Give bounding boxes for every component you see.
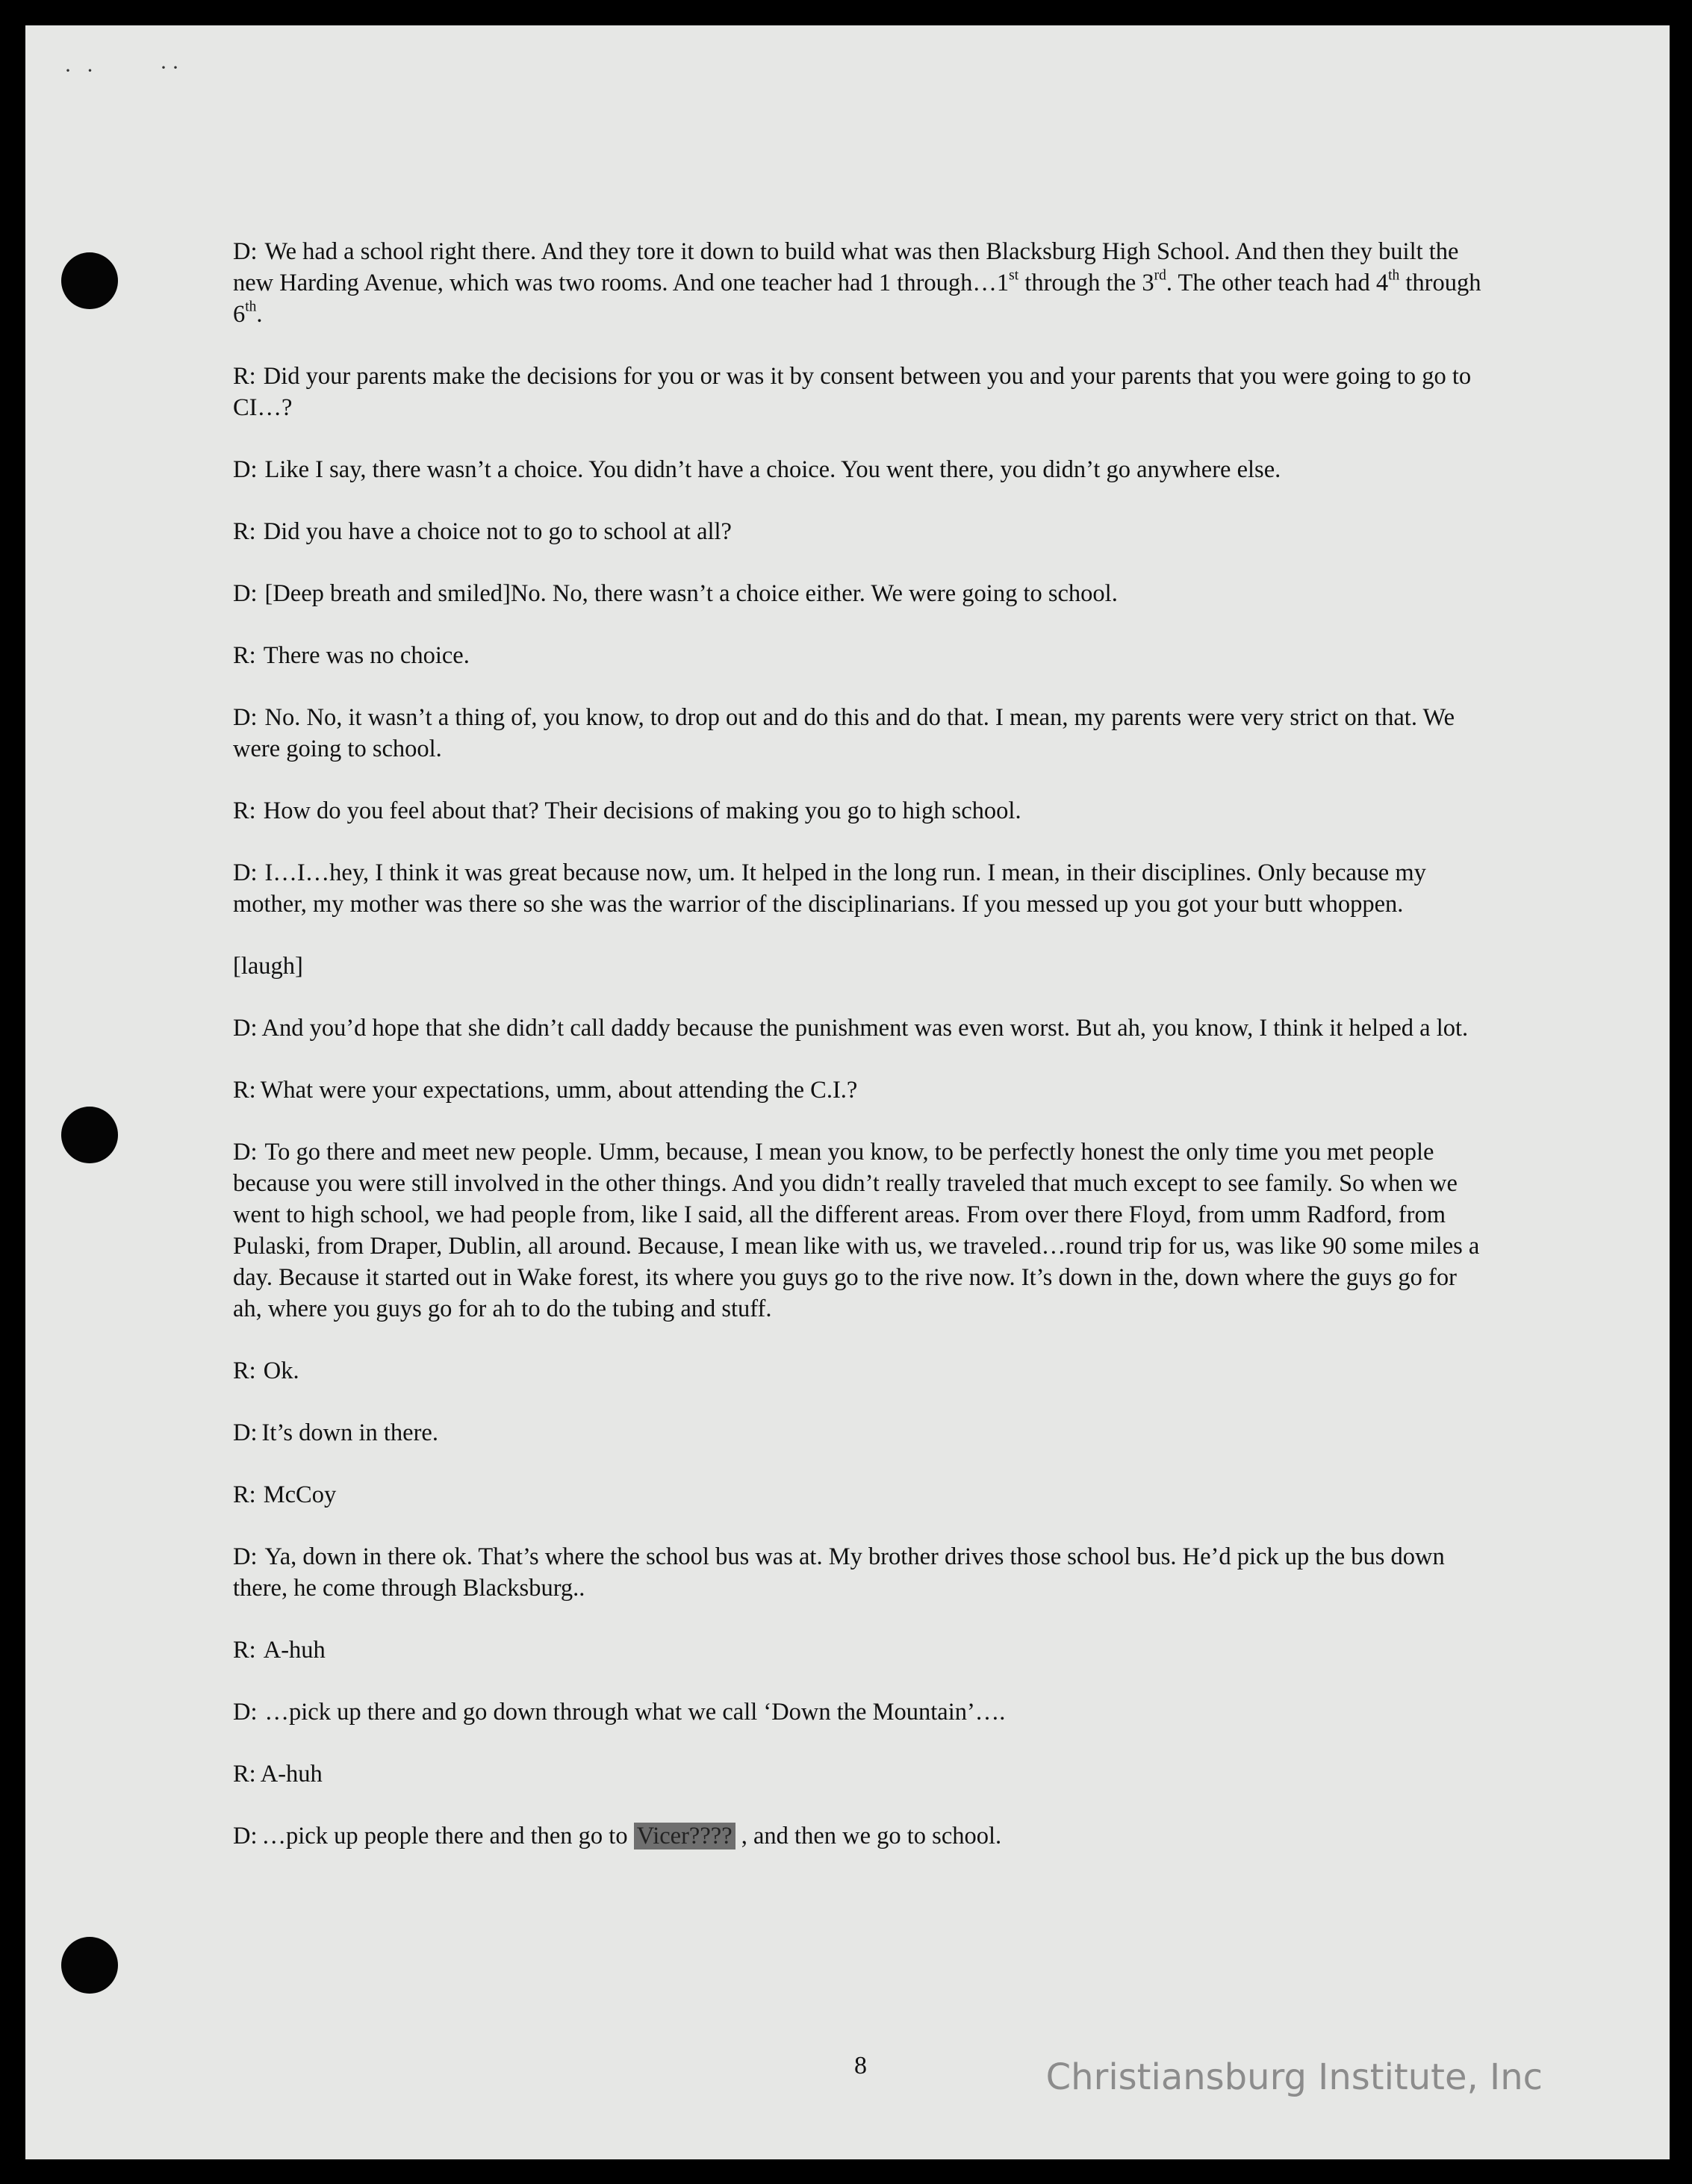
line-text: [laugh] <box>233 953 303 980</box>
transcript-line <box>233 857 1487 920</box>
watermark: Christiansburg Institute, Inc <box>1045 2056 1543 2098</box>
speaker-label: D: <box>233 456 258 483</box>
speaker-label: R: <box>233 363 256 390</box>
speaker-label: D: <box>233 1015 258 1042</box>
transcript-line <box>233 516 1487 547</box>
transcript-line <box>233 578 1487 609</box>
speaker-label: D: <box>233 1699 258 1726</box>
page-number: 8 <box>854 2052 867 2079</box>
line-text: A-huh <box>260 1761 323 1788</box>
speaker-label: D: <box>233 1419 258 1446</box>
line-text: It’s down in there. <box>261 1419 438 1446</box>
speaker-label: D: <box>233 1543 258 1570</box>
line-text: McCoy <box>263 1481 337 1508</box>
transcript-line <box>233 454 1487 485</box>
line-text: , and then we go to school. <box>735 1823 1002 1849</box>
line-text: Ya, down in there ok. That’s where the school bus was at. My brother drives those school bus. He’d pick up the bus down there, he come through Blacksburg.. <box>233 1543 1445 1602</box>
paper-specks: ·· <box>160 55 184 80</box>
transcript-line <box>233 1634 1487 1666</box>
stage-direction <box>233 951 1487 982</box>
line-text: …pick up there and go down through what we call ‘Down the Mountain’…. <box>264 1699 1006 1726</box>
paper-specks: · · <box>64 58 99 83</box>
transcript-line <box>233 640 1487 671</box>
transcript-line <box>233 1820 1487 1852</box>
transcript-line <box>233 1417 1487 1449</box>
transcript-line <box>233 1696 1487 1728</box>
transcript-line <box>233 702 1487 765</box>
line-text: There was no choice. <box>263 642 470 669</box>
line-text: And you’d hope that she didn’t call daddy because the punishment was even worst. But ah, you know, I think it helped a lot. <box>261 1015 1469 1042</box>
line-text: What were your expectations, umm, about attending the C.I.? <box>260 1077 858 1104</box>
line-text: How do you feel about that? Their decisions of making you go to high school. <box>263 797 1021 824</box>
punch-hole-bottom <box>61 1937 118 1994</box>
transcript-line <box>233 1012 1487 1044</box>
line-text: I…I…hey, I think it was great because now, um. It helped in the long run. I mean, in their disciplines. Only because my mother, my mother was there so she was the warrior of the disciplinarians. If you messed up you got your butt whoppen. <box>233 859 1426 918</box>
transcript-line <box>233 1479 1487 1511</box>
speaker-label: D: <box>233 580 258 607</box>
speaker-label: R: <box>233 1481 256 1508</box>
speaker-label: D: <box>233 1139 258 1166</box>
speaker-label: D: <box>233 859 258 886</box>
transcript-line <box>233 361 1487 423</box>
speaker-label: R: <box>233 1761 256 1788</box>
line-text: No. No, it wasn’t a thing of, you know, to drop out and do this and do that. I mean, my parents were very strict on that. We were going to school. <box>233 704 1455 762</box>
document-page <box>25 25 1670 2159</box>
speaker-label: R: <box>233 642 256 669</box>
speaker-label: R: <box>233 518 256 545</box>
punch-hole-middle <box>61 1107 118 1163</box>
line-text: Did your parents make the decisions for you or was it by consent between you and your parents that you were going to go to CI…? <box>233 363 1472 421</box>
speaker-label: D: <box>233 1823 258 1849</box>
speaker-label: R: <box>233 1077 256 1104</box>
line-text: Like I say, there wasn’t a choice. You didn’t have a choice. You went there, you didn’t go anywhere else. <box>264 456 1281 483</box>
line-text: …pick up people there and then go to <box>261 1823 634 1849</box>
speaker-label: D: <box>233 704 258 731</box>
transcript-line: D: We had a school right there. And they tore it down to build what was then Blacksburg High School. And then they built the new Harding Avenue, which was two rooms. And one teacher had 1 through…1st through the 3rd. The other teach had 4th through 6th. <box>233 238 1481 328</box>
line-text: Did you have a choice not to go to school at all? <box>263 518 732 545</box>
transcript-line <box>233 1758 1487 1790</box>
speaker-label: R: <box>233 1357 256 1384</box>
transcript-line <box>233 1541 1487 1604</box>
line-text: To go there and meet new people. Umm, because, I mean you know, to be perfectly honest the only time you met people because you were still involved in the other things. And you didn’t really traveled that much except to see family. So when we went to high school, we had people from, like I said, all the different areas. From over there Floyd, from umm Radford, from Pulaski, from Draper, Dublin, all around. Because, I mean like with us, we traveled…round trip for us, was like 90 some miles a day. Because it started out in Wake forest, its where you guys go to the rive now. It’s down in the, down where the guys go for ah, where you guys go for ah to do the tubing and stuff. <box>233 1139 1480 1322</box>
punch-hole-top <box>61 252 118 309</box>
highlighted-unclear-word: Vicer???? <box>634 1823 735 1849</box>
speaker-label: R: <box>233 797 256 824</box>
transcript-line <box>233 795 1487 827</box>
speaker-label: D: <box>233 238 258 265</box>
speaker-label: R: <box>233 1637 256 1664</box>
line-text: Ok. <box>263 1357 299 1384</box>
transcript-line <box>233 1136 1487 1325</box>
line-text: A-huh <box>263 1637 326 1664</box>
transcript-line <box>233 1355 1487 1387</box>
transcript-body <box>233 236 1487 1882</box>
transcript-line <box>233 1074 1487 1106</box>
line-text: [Deep breath and smiled]No. No, there wasn’t a choice either. We were going to school. <box>264 580 1118 607</box>
